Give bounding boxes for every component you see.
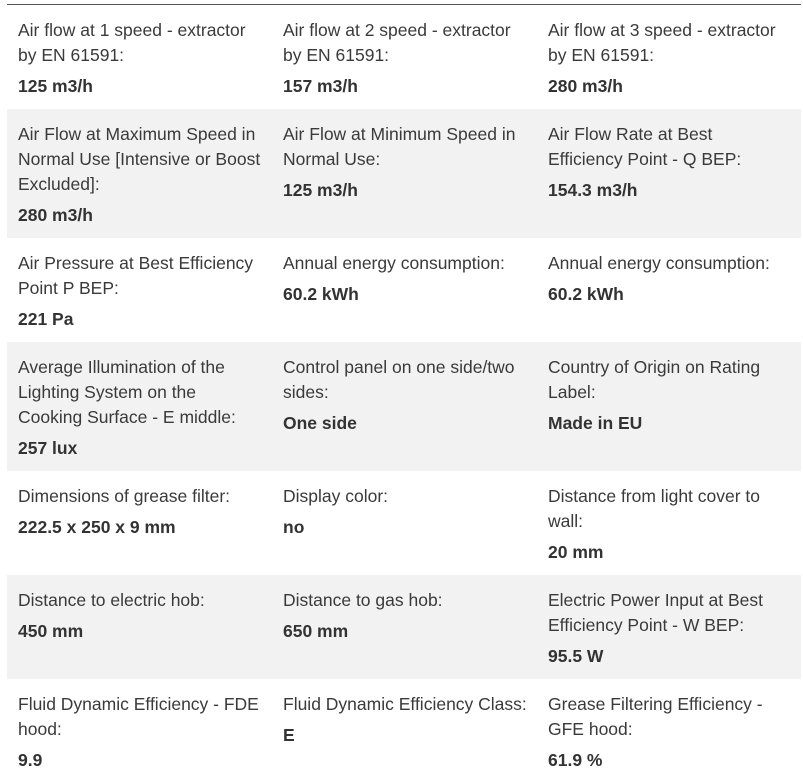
spec-cell: [272, 357, 537, 461]
spec-cell: [7, 590, 272, 669]
spec-cell: [537, 486, 801, 565]
spec-cell: [272, 694, 537, 773]
spec-label: Air flow at 1 speed - extractor by EN 61591:: [18, 20, 246, 65]
spec-table: [7, 4, 801, 783]
spec-cell: [272, 253, 537, 332]
spec-value: 125 m3/h: [18, 76, 93, 96]
spec-value: 280 m3/h: [18, 205, 93, 225]
spec-value: 221 Pa: [18, 309, 74, 329]
spec-row: [7, 238, 801, 342]
spec-value: 257 lux: [18, 438, 78, 458]
spec-cell: [272, 20, 537, 99]
spec-row: [7, 575, 801, 679]
spec-row: [7, 679, 801, 783]
spec-value: 9.9: [18, 750, 43, 770]
spec-cell: [272, 124, 537, 228]
spec-row: [7, 342, 801, 471]
spec-row: [7, 471, 801, 575]
spec-value: 157 m3/h: [283, 76, 358, 96]
spec-cell: [537, 124, 801, 228]
spec-label: Average Illumination of the Lighting System on the Cooking Surface - E middle:: [18, 357, 236, 427]
spec-label: Country of Origin on Rating Label:: [548, 357, 761, 402]
spec-label: Dimensions of grease filter:: [18, 486, 231, 506]
spec-label: Distance to electric hob:: [18, 590, 205, 610]
spec-value: Made in EU: [548, 413, 643, 433]
spec-value: 95.5 W: [548, 646, 604, 666]
spec-cell: [537, 694, 801, 773]
spec-cell: [7, 694, 272, 773]
spec-value: 61.9 %: [548, 750, 603, 770]
spec-value: 450 mm: [18, 621, 84, 641]
spec-row: [7, 109, 801, 238]
spec-label: Air Flow at Maximum Speed in Normal Use [Intensive or Boost Excluded]:: [18, 124, 261, 194]
spec-value: One side: [283, 413, 357, 433]
spec-label: Electric Power Input at Best Efficiency Point - W BEP:: [548, 590, 763, 635]
spec-label: Grease Filtering Efficiency - GFE hood:: [548, 694, 763, 739]
spec-label: Distance from light cover to wall:: [548, 486, 761, 531]
spec-cell: [537, 20, 801, 99]
spec-label: Air Flow Rate at Best Efficiency Point - Q BEP:: [548, 124, 742, 169]
spec-cell: [7, 124, 272, 228]
spec-label: Air Pressure at Best Efficiency Point P BEP:: [18, 253, 254, 298]
spec-cell: [7, 253, 272, 332]
spec-value: 154.3 m3/h: [548, 180, 638, 200]
spec-label: Annual energy consumption:: [548, 253, 770, 273]
spec-label: Air flow at 2 speed - extractor by EN 61591:: [283, 20, 511, 65]
spec-value: no: [283, 517, 305, 537]
spec-cell: [7, 486, 272, 565]
spec-label: Air flow at 3 speed - extractor by EN 61591:: [548, 20, 776, 65]
spec-value: E: [283, 725, 295, 745]
spec-cell: [272, 486, 537, 565]
spec-label: Distance to gas hob:: [283, 590, 443, 610]
spec-label: Control panel on one side/two sides:: [283, 357, 515, 402]
spec-cell: [7, 357, 272, 461]
spec-row: [7, 5, 801, 109]
spec-cell: [537, 253, 801, 332]
spec-value: 60.2 kWh: [283, 284, 359, 304]
spec-value: 125 m3/h: [283, 180, 358, 200]
spec-value: 280 m3/h: [548, 76, 623, 96]
spec-value: 650 mm: [283, 621, 349, 641]
spec-label: Annual energy consumption:: [283, 253, 505, 273]
spec-value: 222.5 x 250 x 9 mm: [18, 517, 176, 537]
spec-label: Fluid Dynamic Efficiency Class:: [283, 694, 527, 714]
spec-value: 60.2 kWh: [548, 284, 624, 304]
spec-label: Air Flow at Minimum Speed in Normal Use:: [283, 124, 516, 169]
spec-label: Display color:: [283, 486, 389, 506]
spec-cell: [537, 357, 801, 461]
spec-value: 20 mm: [548, 542, 604, 562]
spec-cell: [7, 20, 272, 99]
spec-cell: [272, 590, 537, 669]
spec-cell: [537, 590, 801, 669]
spec-label: Fluid Dynamic Efficiency - FDE hood:: [18, 694, 259, 739]
